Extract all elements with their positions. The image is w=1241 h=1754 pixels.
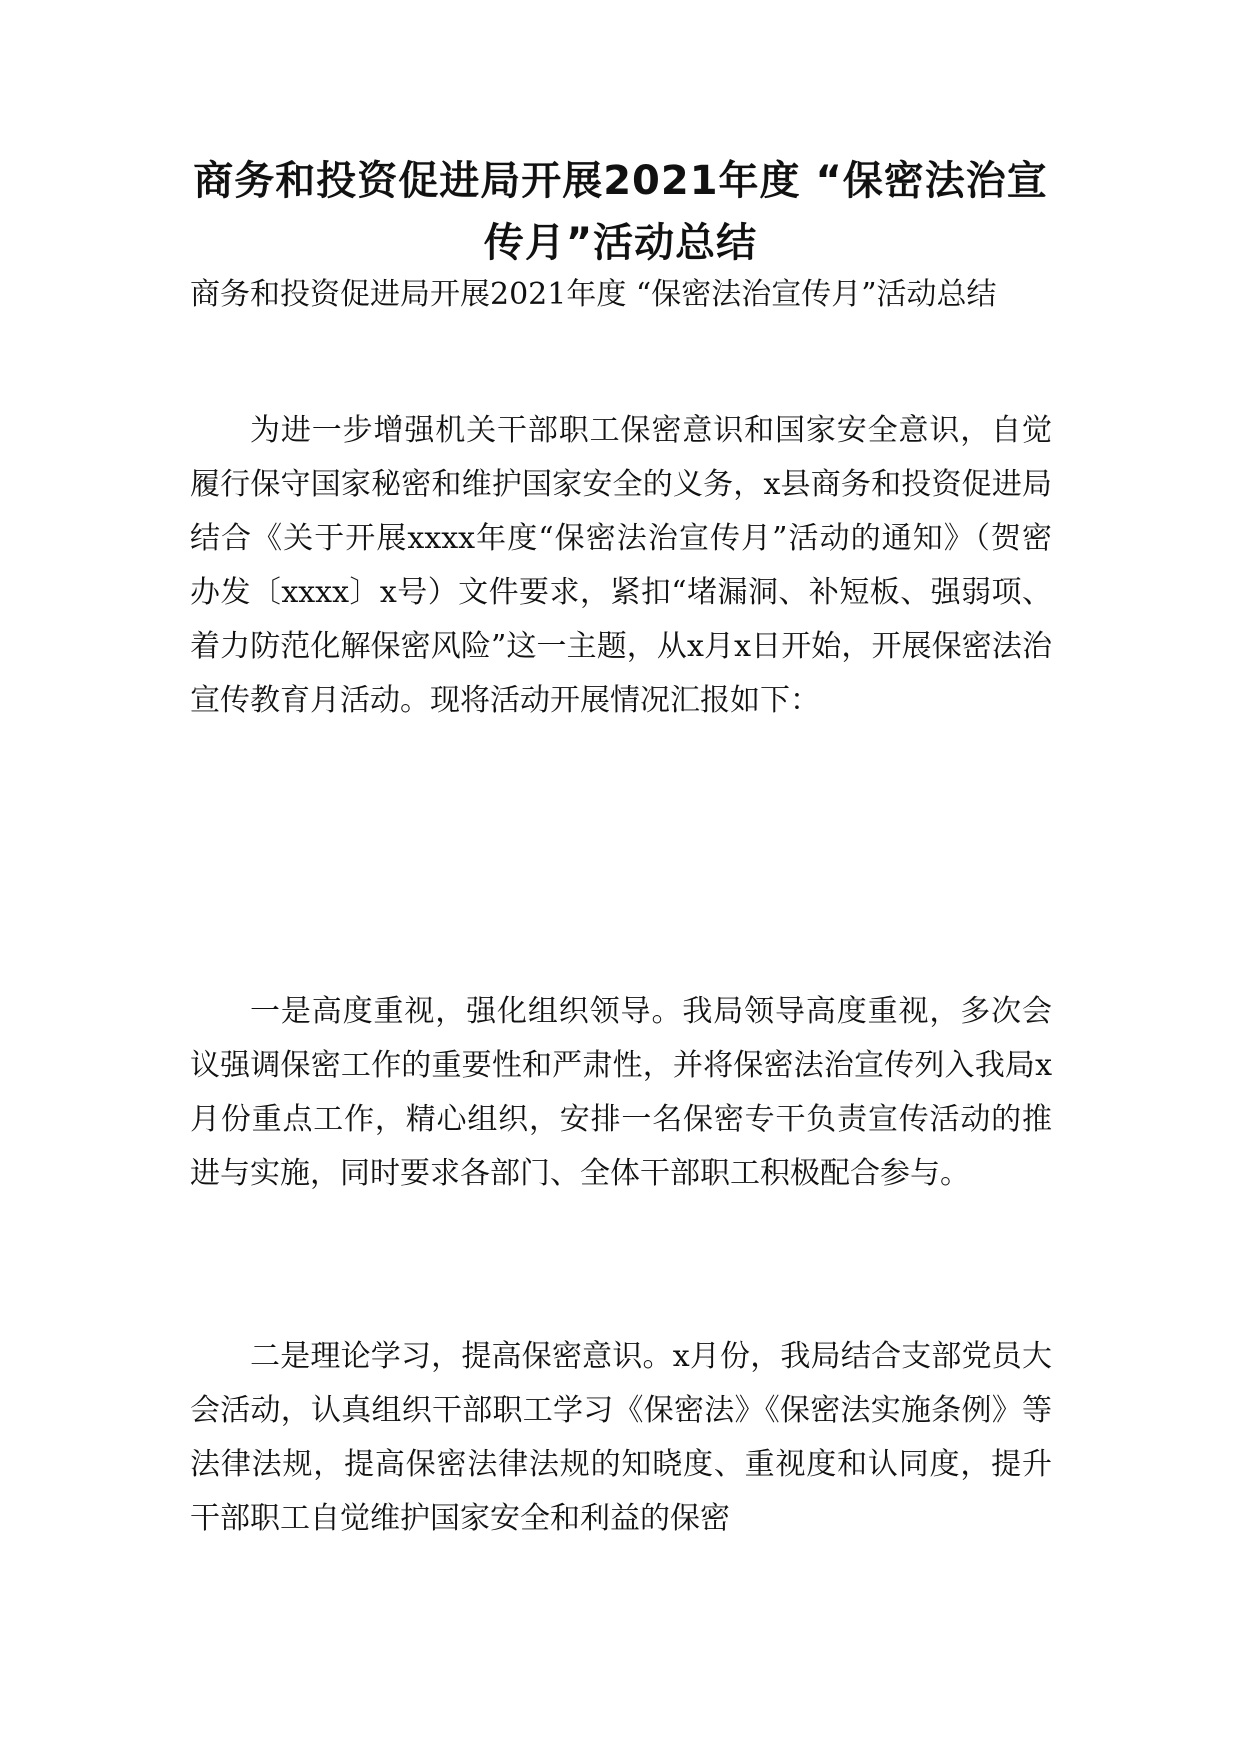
body-paragraph: 一是高度重视，强化组织领导。我局领导高度重视，多次会议强调保密工作的重要性和严肃性，并将保密法治宣传列入我局x月份重点工作，精心组织，安排一名保密专干负责宣传活动的推进与实施，同时要求各部门、全体干部职工积极配合参与。 [190,994,1052,1191]
document-title: 商务和投资促进局开展2021年度 “保密法治宣传月”活动总结 [193,158,1048,266]
document-subtitle: 商务和投资促进局开展2021年度 “保密法治宣传月”活动总结 [190,277,997,312]
intro-paragraph: 为进一步增强机关干部职工保密意识和国家安全意识，自觉履行保守国家秘密和维护国家安全的义务，x县商务和投资促进局结合《关于开展xxxx年度“保密法治宣传月”活动的通知》（贺密办发〔xxxx〕x号）文件要求，紧扣“堵漏洞、补短板、强弱项、着力防范化解保密风险”这一主题，从x月x日开始，开展保密法治宣传教育月活动。现将活动开展情况汇报如下： [190,413,1052,718]
body-paragraph: 二是理论学习，提高保密意识。x月份，我局结合支部党员大会活动，认真组织干部职工学习《保密法》《保密法实施条例》等法律法规，提高保密法律法规的知晓度、重视度和认同度，提升干部职工自觉维护国家安全和利益的保密 [190,1339,1052,1536]
